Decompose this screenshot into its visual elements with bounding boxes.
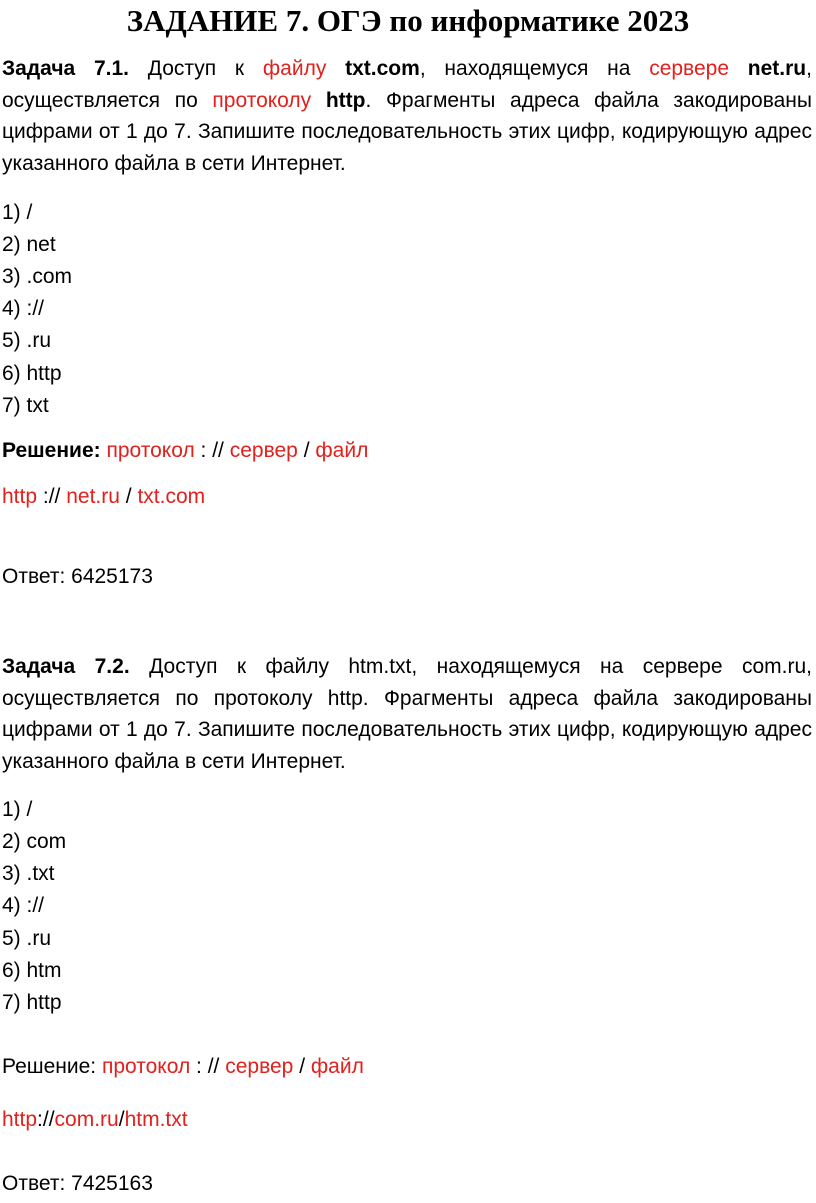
option-item: 3) .com xyxy=(2,265,73,288)
solution-server: сервер xyxy=(229,439,298,462)
url-separator: / xyxy=(119,485,138,508)
option-item: 5) .ru xyxy=(2,329,52,352)
option-item: 2) com xyxy=(2,830,67,853)
task-label: Задача 7.2. xyxy=(2,655,130,678)
page-title: ЗАДАНИЕ 7. ОГЭ по информатике 2023 xyxy=(126,3,690,38)
url-protocol: http xyxy=(2,1108,38,1131)
statement-text: . Фрагменты адреса файла закодированы цифрами от 1 до 7. Запишите последовательность этих цифр, кодирующую адрес указанного файла в сети Интернет. xyxy=(2,88,812,175)
highlight-protocol-word: протоколу xyxy=(212,88,312,112)
file-name: txt.com xyxy=(345,57,420,80)
option-item: 2) net xyxy=(2,233,56,256)
solution-protocol: протокол xyxy=(101,1055,191,1078)
url-file: txt.com xyxy=(137,485,206,508)
highlight-file-word: файлу xyxy=(262,57,327,80)
url-line xyxy=(2,484,205,510)
solution-separator: / xyxy=(293,1055,311,1078)
option-item: 7) txt xyxy=(2,394,49,417)
url-separator: / xyxy=(118,1108,125,1131)
statement-text: Доступ к файлу htm.txt, находящемуся на сервере com.ru, осуществляется по протоколу http. Фрагменты адреса файла закодированы цифрами от 1 до 7. Запишите последовательность этих цифр, кодирующую адрес указанного файла в сети Интернет. xyxy=(2,655,812,773)
url-protocol: http xyxy=(2,485,38,508)
statement-text: Доступ к xyxy=(129,57,263,80)
solution-protocol: протокол xyxy=(106,439,195,462)
option-item: 7) http xyxy=(2,991,62,1014)
solution-line xyxy=(2,438,368,464)
statement-text: , осуществляется по xyxy=(2,57,812,112)
answer-line: Ответ: 7425163 xyxy=(2,1172,153,1195)
url-line xyxy=(2,1107,188,1133)
url-server: com.ru xyxy=(54,1108,119,1131)
url-file: htm.txt xyxy=(124,1108,188,1131)
option-item: 6) htm xyxy=(2,959,62,982)
solution-line xyxy=(2,1054,364,1080)
statement-text: , находящемуся на xyxy=(419,57,650,80)
statement-text xyxy=(326,57,345,80)
solution-label: Решение: xyxy=(2,1055,102,1078)
protocol-name: http xyxy=(325,88,366,112)
url-separator: :// xyxy=(37,485,67,508)
answer-line: Ответ: 6425173 xyxy=(2,565,153,588)
statement-text xyxy=(729,57,748,80)
option-item: 1) / xyxy=(2,798,33,821)
option-item: 4) :// xyxy=(2,894,45,917)
url-separator: :// xyxy=(37,1108,55,1131)
option-item: 1) / xyxy=(2,201,33,224)
task-7-2-statement xyxy=(2,651,812,777)
solution-file: файл xyxy=(315,439,369,462)
url-server: net.ru xyxy=(66,485,120,508)
task-label: Задача 7.1. xyxy=(2,57,129,80)
server-name: net.ru xyxy=(747,57,807,80)
option-item: 6) http xyxy=(2,362,62,385)
statement-text xyxy=(311,89,326,112)
task-7-1-statement xyxy=(2,53,812,179)
option-item: 4) :// xyxy=(2,297,45,320)
highlight-server-word: сервере xyxy=(649,57,730,80)
solution-server: сервер xyxy=(225,1055,294,1078)
solution-separator: / xyxy=(297,439,316,462)
solution-separator: : // xyxy=(194,439,230,462)
solution-file: файл xyxy=(310,1055,364,1078)
option-item: 5) .ru xyxy=(2,927,52,950)
option-item: 3) .txt xyxy=(2,862,55,885)
solution-label: Решение: xyxy=(2,439,101,462)
solution-separator: : // xyxy=(190,1055,226,1078)
